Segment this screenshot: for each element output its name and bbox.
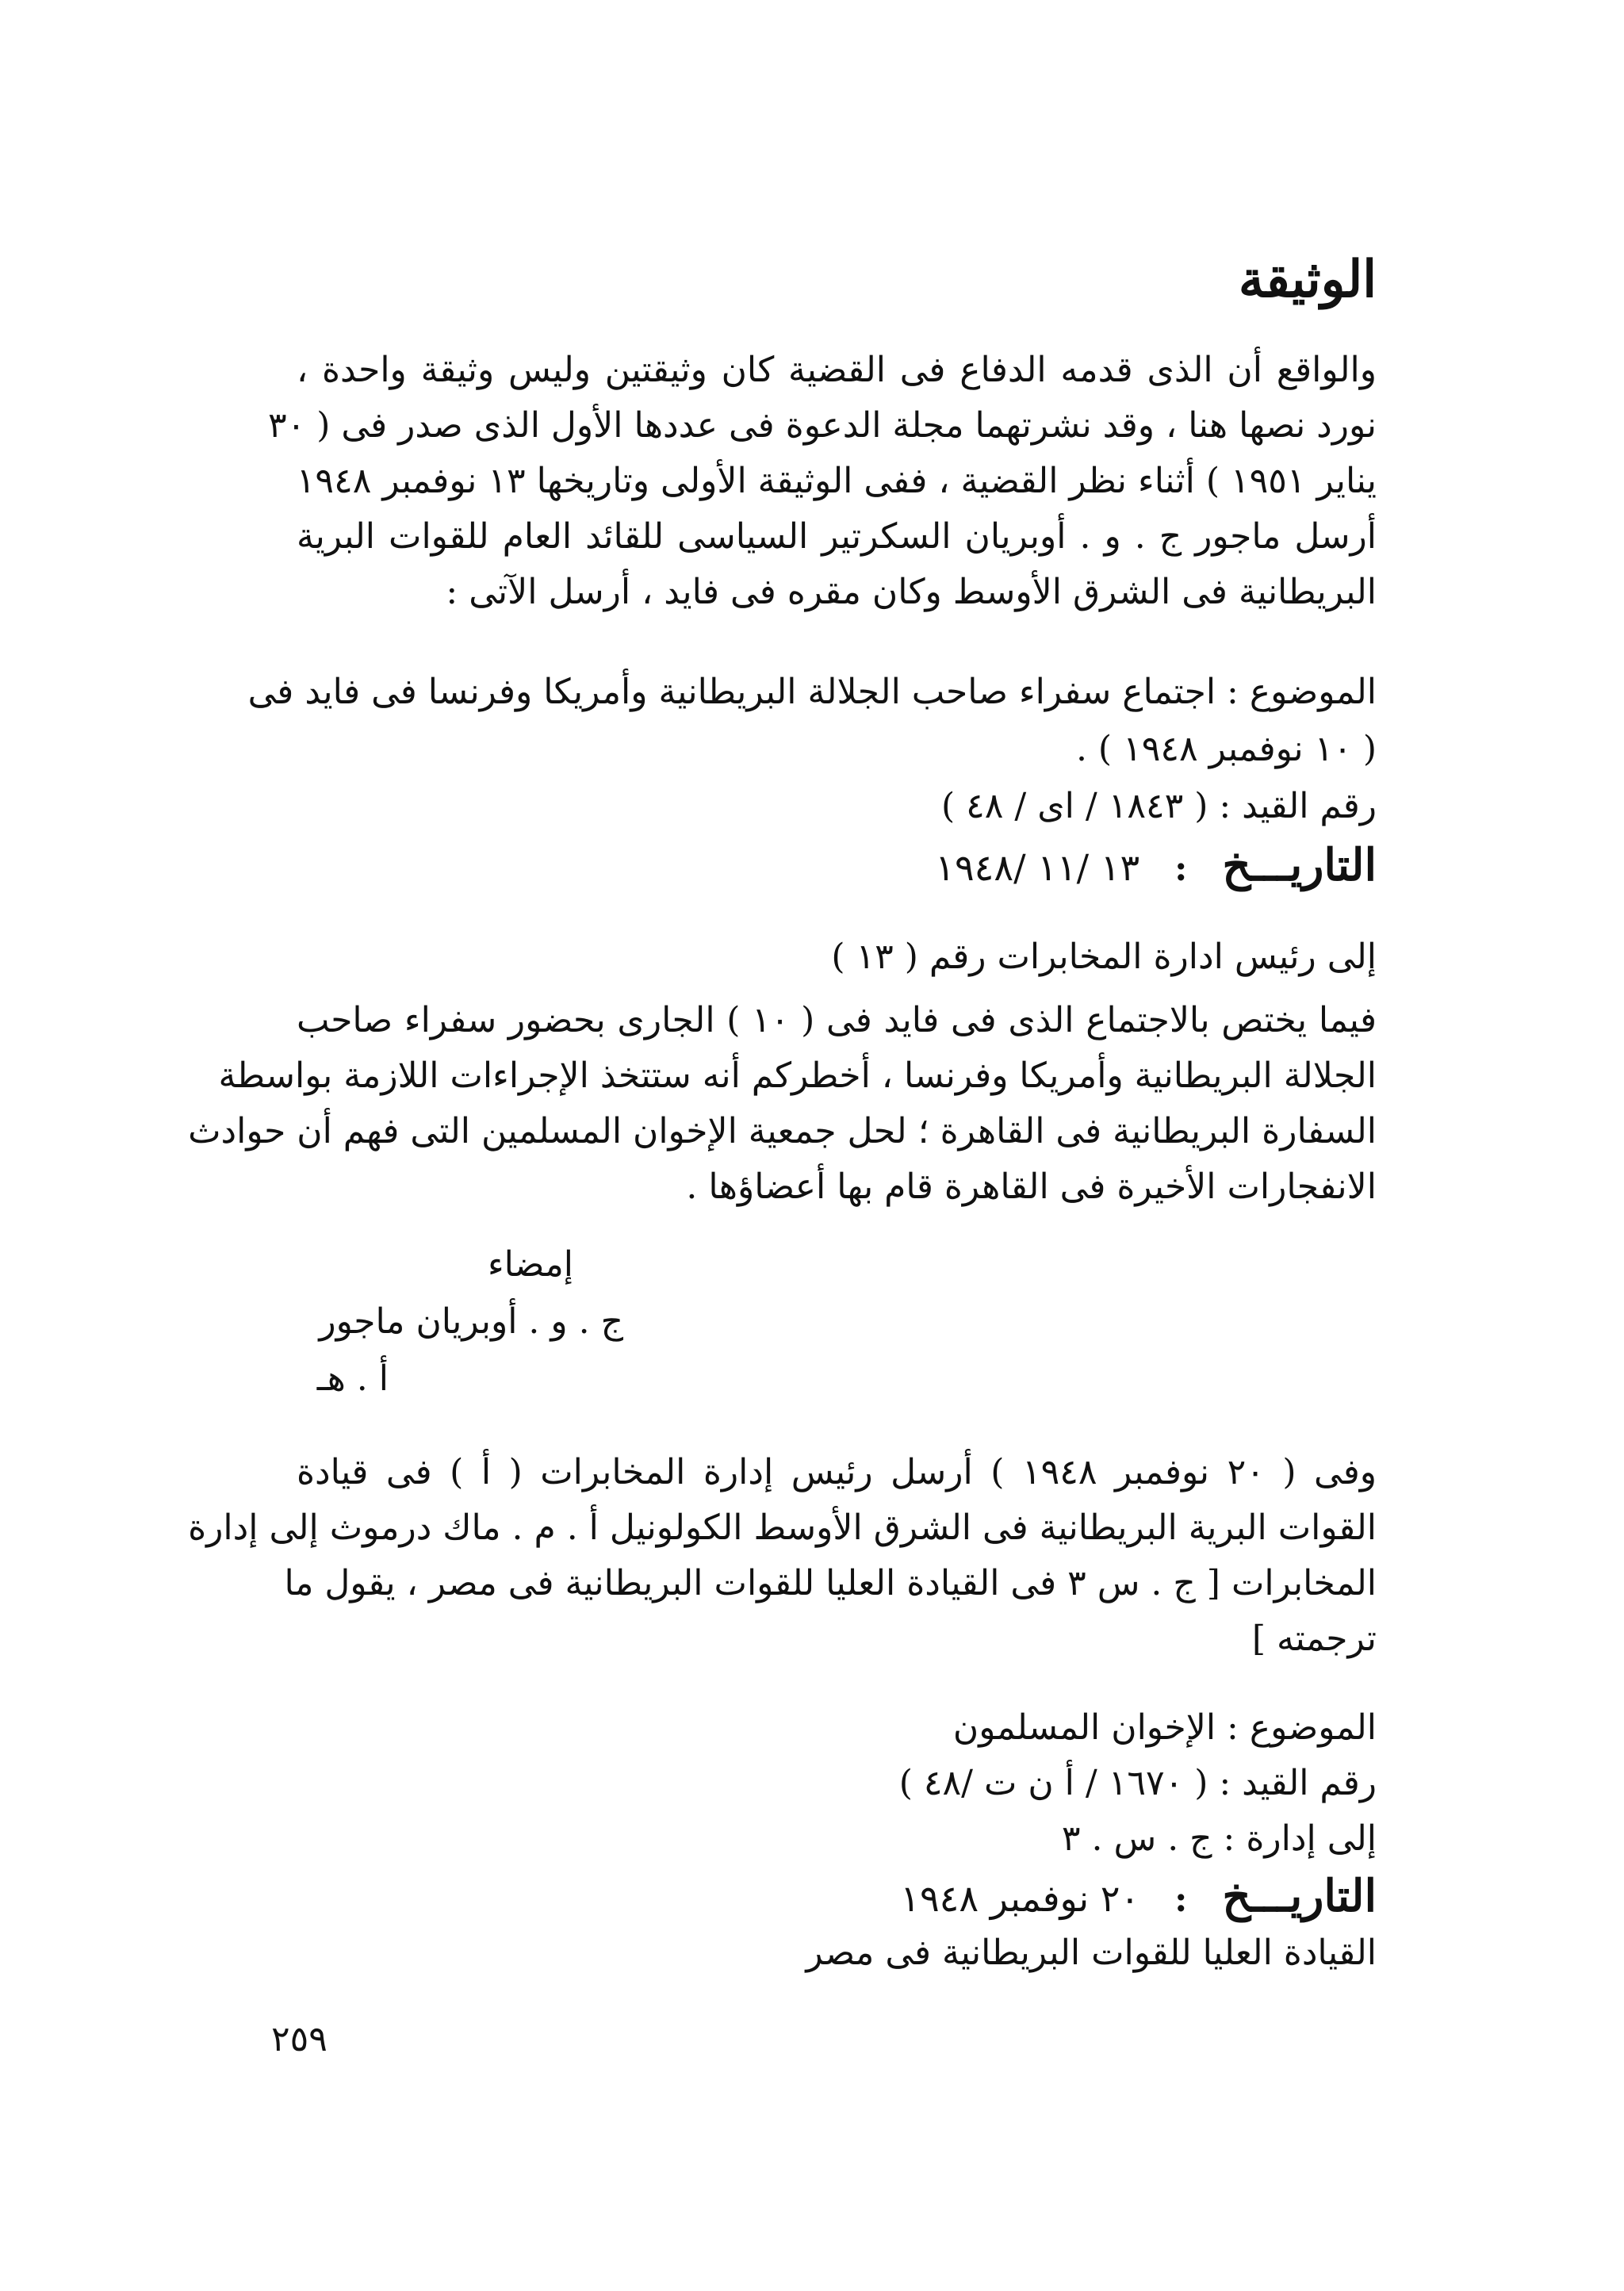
doc1-subject-line-2: ( ١٠ نوفمبر ١٩٤٨ ) . xyxy=(1075,729,1377,769)
intro-paragraph-last xyxy=(446,565,1377,620)
intro-line-3: يناير ١٩٥١ ) أثناء نظر القضية ، ففى الوثيقة الأولى وتاريخها ١٣ نوفمبر ١٩٤٨ xyxy=(296,461,1377,501)
doc2-intro-line-2: القوات البرية البريطانية فى الشرق الأوسط الكولونيل أ . م . ماك درموث إلى إدارة xyxy=(188,1508,1377,1548)
doc1-date-value: ١٣ /١١ /١٩٤٨ xyxy=(935,846,1140,889)
doc1-subject-cont xyxy=(1076,722,1377,777)
doc2-date-value: ٢٠ نوفمبر ١٩٤٨ xyxy=(900,1877,1140,1920)
doc1-body-line-1: فيما يختص بالاجتماع الذى فى فايد فى ( ١٠ ) الجارى بحضور سفراء صاحب xyxy=(297,1000,1377,1040)
doc1-body xyxy=(188,993,1377,1159)
intro-line-2: نورد نصها هنا ، وقد نشرتهما مجلة الدعوة فى عددها الأول الذى صدر فى ( ٣٠ xyxy=(267,405,1377,446)
doc1-body-line-2: الجلالة البريطانية وأمريكا وفرنسا ، أخطركم أنه ستتخذ الإجراءات اللازمة بواسطة xyxy=(218,1055,1377,1096)
intro-paragraph xyxy=(267,343,1377,565)
doc1-subject-line-1: الموضوع : اجتماع سفراء صاحب الجلالة البريطانية وأمريكا وفرنسا فى فايد فى xyxy=(247,672,1377,712)
doc1-signature-initials: أ . هـ xyxy=(316,1358,389,1399)
doc2-intro-line-4: ترجمته ] xyxy=(1251,1619,1377,1659)
doc1-signature-label: إمضاء xyxy=(487,1244,573,1285)
doc1-signature-name: ج . و . أوبريان ماجور xyxy=(319,1301,623,1342)
doc2-from: القيادة العليا للقوات البريطانية فى مصر xyxy=(806,1933,1377,1973)
doc2-reference: رقم القيد : ( ١٦٧٠ / أ ن ت /٤٨ ) xyxy=(898,1763,1377,1803)
doc2-to: إلى إدارة : ج . س . ٣ xyxy=(1061,1818,1377,1859)
doc1-reference xyxy=(941,779,1377,834)
doc2-intro-line-1: وفى ( ٢٠ نوفمبر ١٩٤٨ ) أرسل رئيس إدارة المخابرات ( أ ) فى قيادة xyxy=(297,1452,1377,1492)
intro-line-1: والواقع أن الذى قدمه الدفاع فى القضية كان وثيقتين وليس وثيقة واحدة ، xyxy=(297,350,1377,390)
doc2-intro-line-3: المخابرات [ ج . س ٣ فى القيادة العليا للقوات البريطانية فى مصر ، يقول ما xyxy=(284,1563,1377,1603)
doc1-body-line-4: الانفجارات الأخيرة فى القاهرة قام بها أعضاؤها . xyxy=(686,1167,1377,1207)
doc2-date-label: التاريـــخ xyxy=(1222,1870,1377,1922)
doc1-subject xyxy=(247,665,1377,720)
doc1-date-label: التاريـــخ xyxy=(1222,839,1377,891)
intro-line-5: البريطانية فى الشرق الأوسط وكان مقره فى فايد ، أرسل الآتى : xyxy=(446,572,1377,612)
doc2-intro-last xyxy=(1252,1611,1377,1667)
page-number: ٢٥٩ xyxy=(271,2019,327,2059)
doc2-intro xyxy=(188,1445,1377,1611)
doc1-body-line-3: السفارة البريطانية فى القاهرة ؛ لحل جمعية الإخوان المسلمين التى فهم أن حوادث xyxy=(188,1111,1377,1151)
doc1-date-row xyxy=(935,837,1377,893)
doc1-to-line: إلى رئيس ادارة المخابرات رقم ( ١٣ ) xyxy=(831,937,1377,977)
page-title: الوثيقة xyxy=(1238,250,1377,309)
doc1-body-last xyxy=(686,1159,1377,1215)
doc2-date-row xyxy=(900,1868,1377,1924)
doc2-date-separator: : xyxy=(1174,1879,1188,1920)
doc1-to xyxy=(831,929,1377,985)
doc1-reference-line: رقم القيد : ( ١٨٤٣ / اى / ٤٨ ) xyxy=(941,786,1377,826)
doc1-date-separator: : xyxy=(1174,849,1188,889)
intro-line-4: أرسل ماجور ج . و . أوبريان السكرتير السياسى للقائد العام للقوات البرية xyxy=(297,516,1377,557)
doc2-subject: الموضوع : الإخوان المسلمون xyxy=(952,1707,1377,1748)
